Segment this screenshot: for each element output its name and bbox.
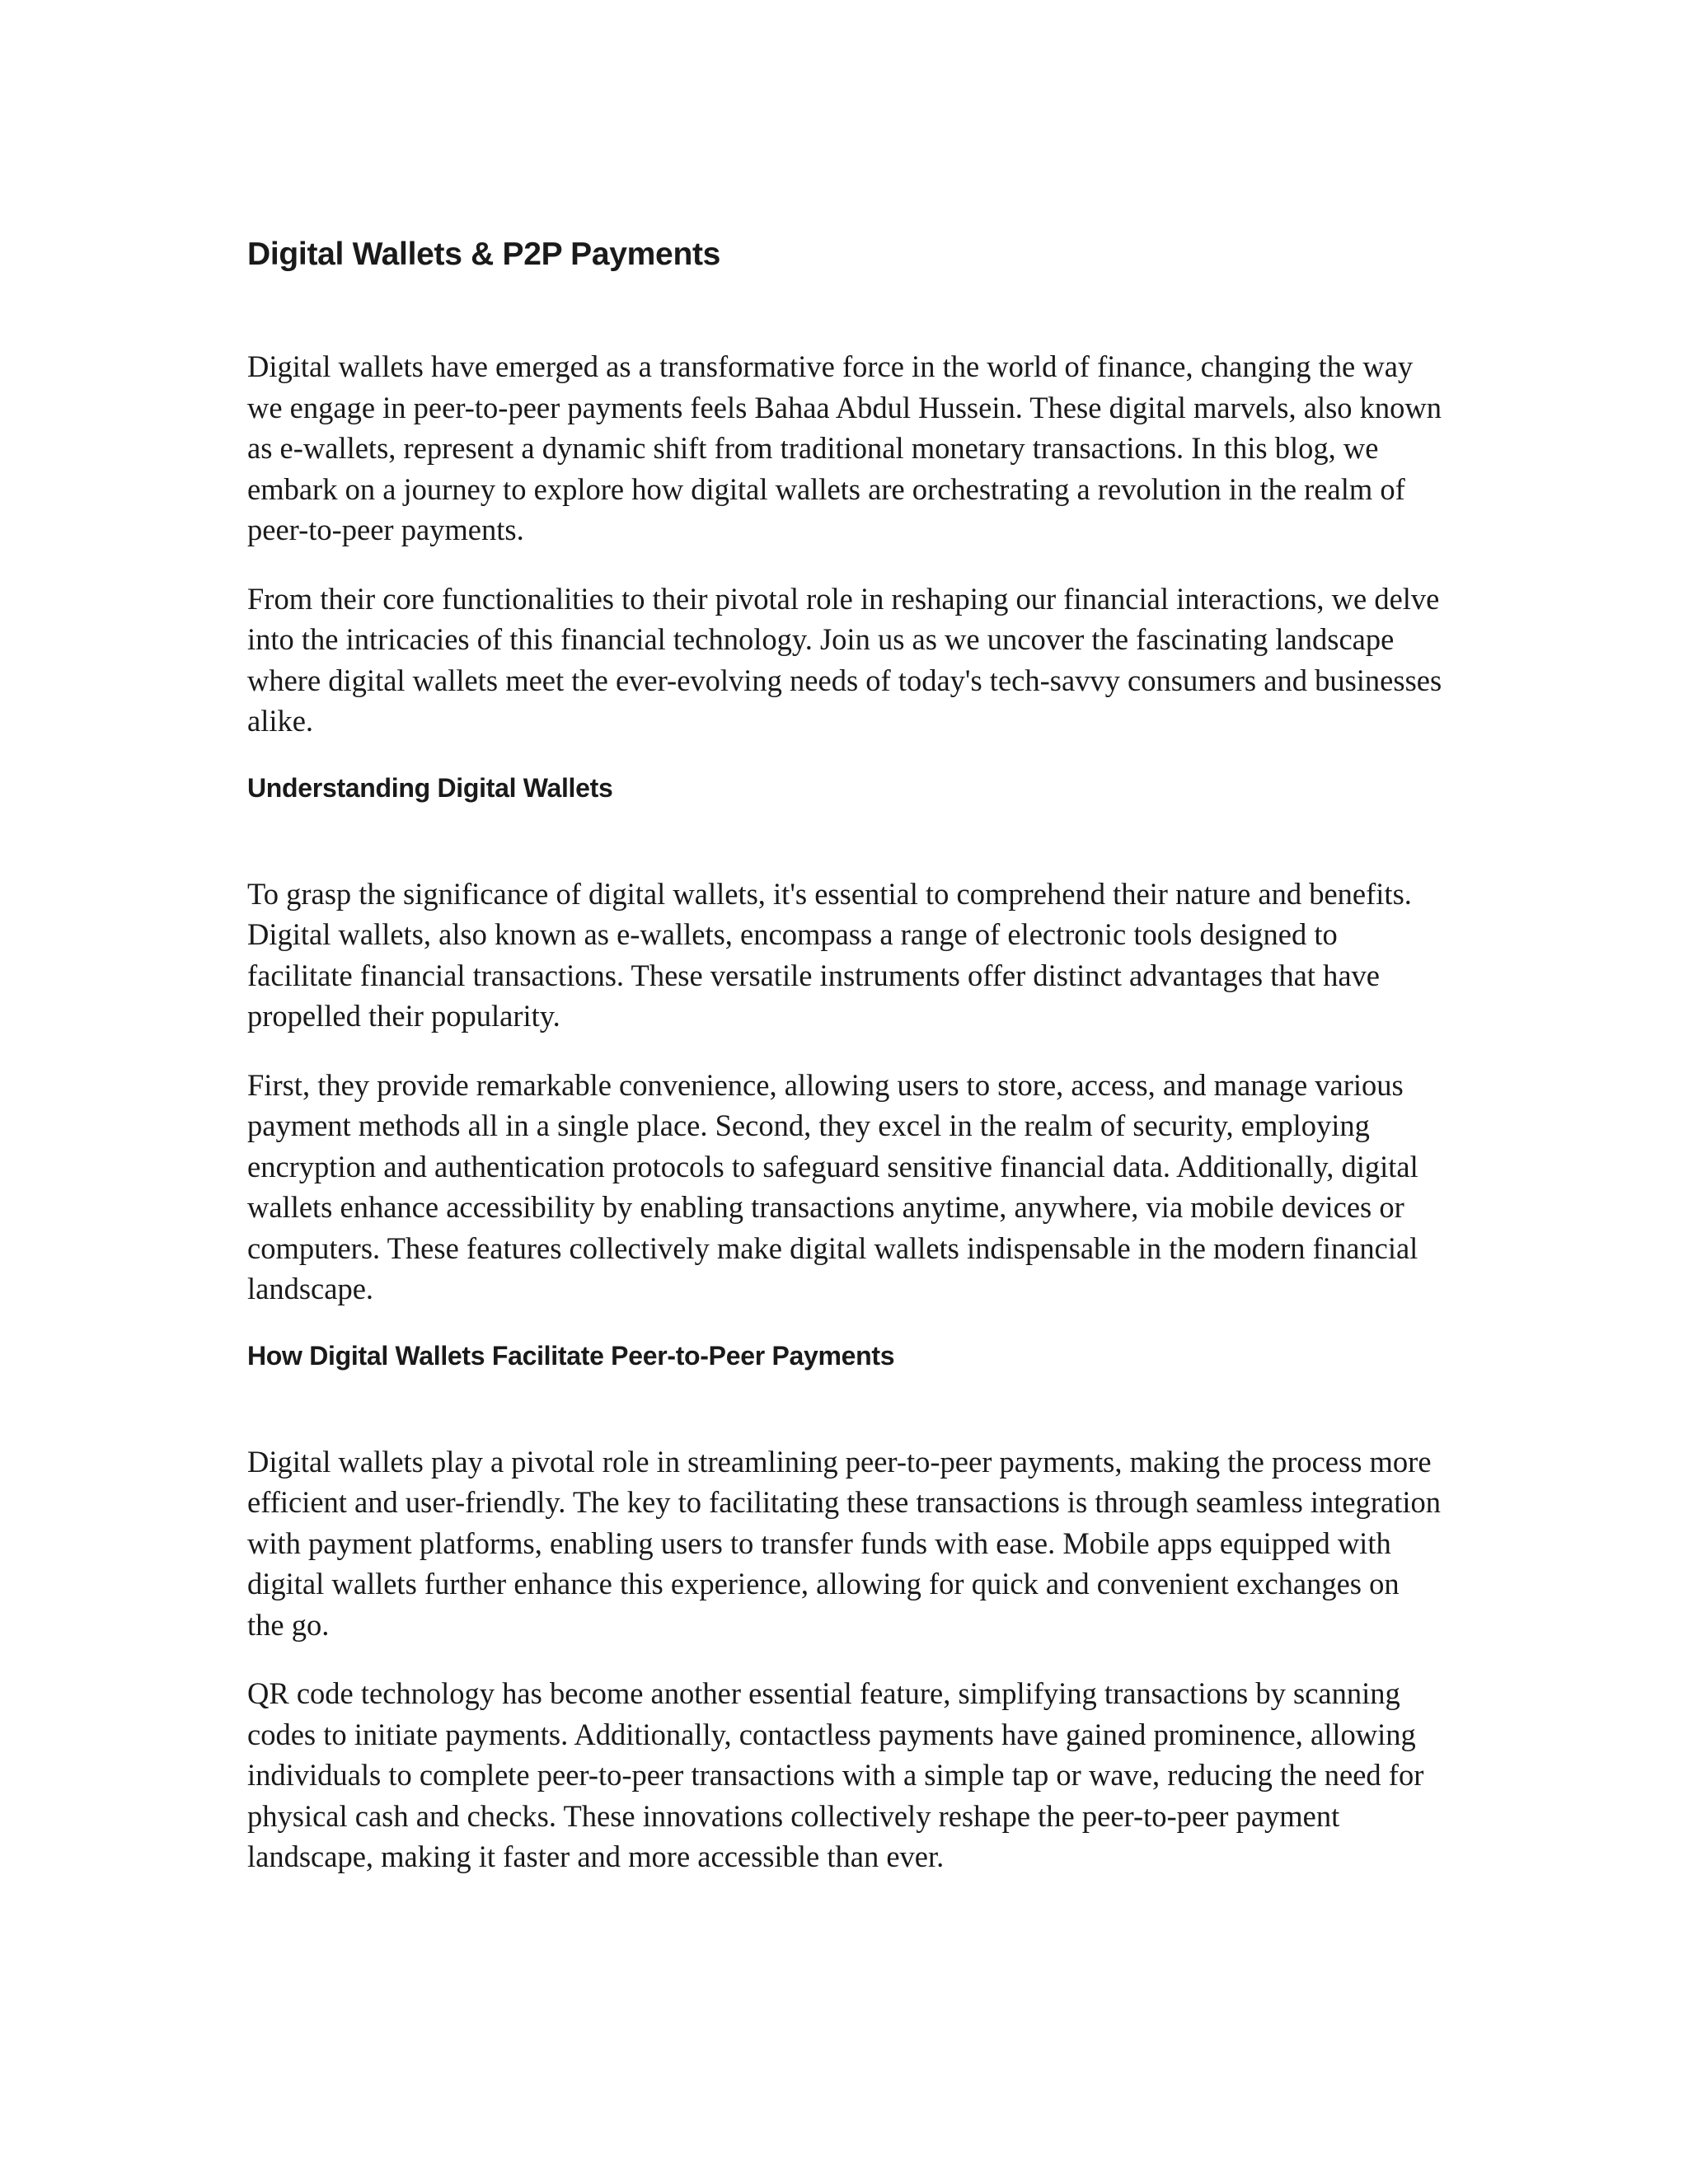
section-1-paragraph-2: First, they provide remarkable convenience, allowing users to store, access, and manage various payment methods all in a single place. Second, they excel in the realm of security, employing encryption and authentication protocols to safeguard sensitive financial data. Additionally, digital wallets enhance accessibility by enabling transactions anytime, anywhere, via mobile devices or computers. These features collectively make digital wallets indispensable in the modern financial landscape.	[247, 1067, 1418, 1305]
section-2-paragraph-1: Digital wallets play a pivotal role in streamlining peer-to-peer payments, making the process more efficient and user-friendly. The key to facilitating these transactions is through seamless integration with payment platforms, enabling users to transfer funds with ease. Mobile apps equipped with digital wallets further enhance this experience, allowing for quick and convenient exchanges on the go.	[247, 1444, 1442, 1642]
section-2-paragraph-2: QR code technology has become another essential feature, simplifying transactions by scanning codes to initiate payments. Additionally, contactless payments have gained prominence, allowing individuals to complete peer-to-peer transactions with a simple tap or wave, reducing the need for physical cash and checks. These innovations collectively reshape the peer-to-peer payment landscape, making it faster and more accessible than ever.	[247, 1676, 1424, 1873]
intro-paragraph-1: Digital wallets have emerged as a transformative force in the world of finance, changing the way we engage in peer-to-peer payments feels Bahaa Abdul Hussein. These digital marvels, also known as e-wallets, represent a dynamic shift from traditional monetary transactions. In this blog, we embark on a journey to explore how digital wallets are orchestrating a revolution in the realm of peer-to-peer payments.	[247, 349, 1442, 546]
section-heading-p2p: How Digital Wallets Facilitate Peer-to-Peer Payments	[247, 1340, 895, 1371]
document-title: Digital Wallets & P2P Payments	[247, 237, 721, 272]
section-heading-understanding: Understanding Digital Wallets	[247, 772, 613, 803]
intro-paragraph-2: From their core functionalities to their pivotal role in reshaping our financial interactions, we delve into the intricacies of this financial technology. Join us as we uncover the fascinating landscape where digital wallets meet the ever-evolving needs of today's tech-savvy consumers and businesses alike.	[247, 581, 1442, 738]
section-1-paragraph-1: To grasp the significance of digital wallets, it's essential to comprehend their nature and benefits. Digital wallets, also known as e-wallets, encompass a range of electronic tools designed to facilitate financial transactions. These versatile instruments offer distinct advantages that have propelled their popularity.	[247, 876, 1412, 1033]
document-body	[247, 232, 1442, 1905]
